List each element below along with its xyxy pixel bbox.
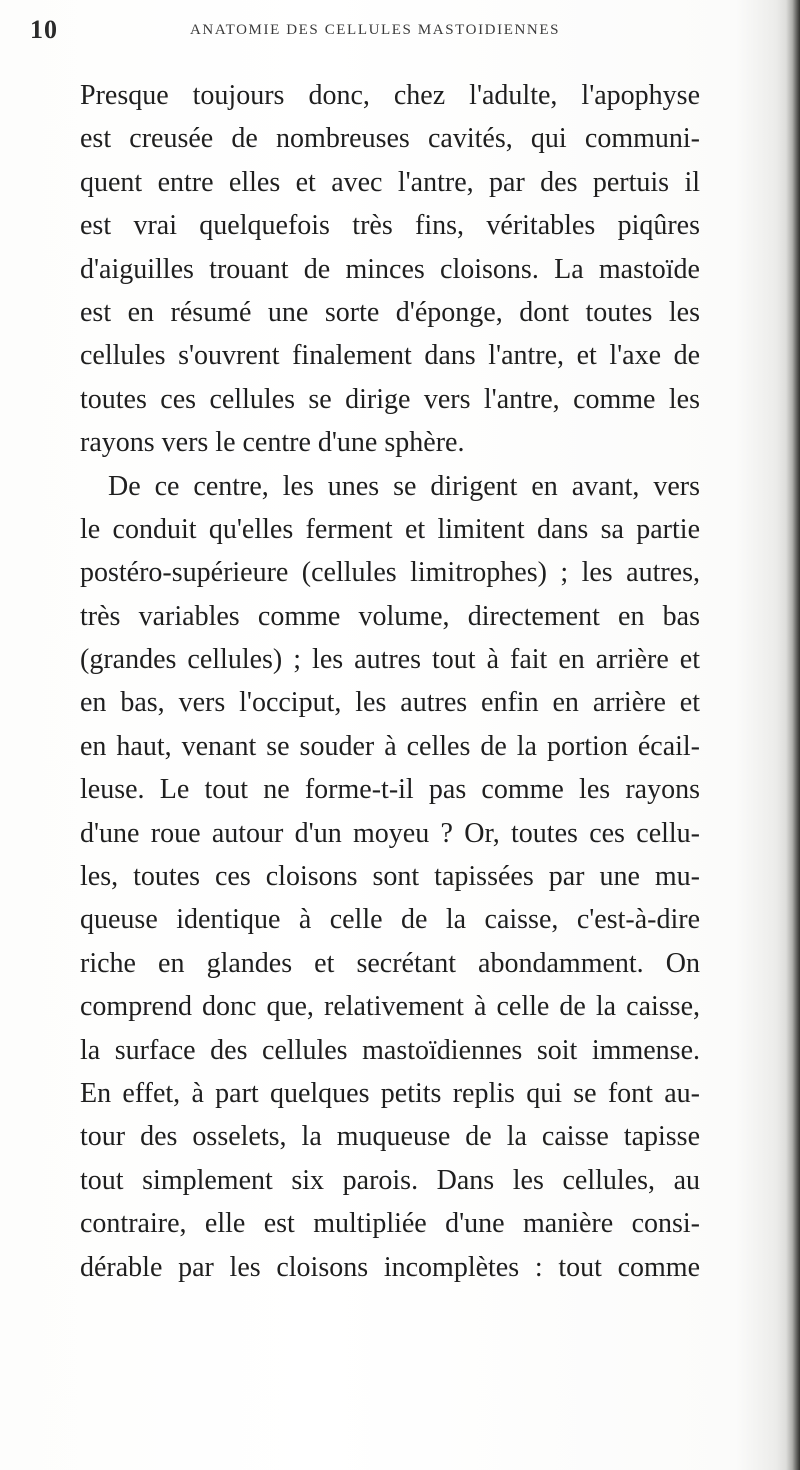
text-line: d'une roue autour d'un moyeu ? Or, toutes ces cellu- xyxy=(80,817,700,849)
page-header xyxy=(30,12,730,52)
page-number: 10 xyxy=(30,15,58,44)
text-line: cellules s'ouvrent finalement dans l'antre, et l'axe de xyxy=(80,340,700,372)
text-line: contraire, elle est multipliée d'une manière consi- xyxy=(80,1208,700,1240)
text-line: quent entre elles et avec l'antre, par des pertuis il xyxy=(80,166,700,198)
text-line: Presque toujours donc, chez l'adulte, l'apophyse xyxy=(80,80,700,111)
text-line: comprend donc que, relativement à celle de la caisse, xyxy=(80,991,700,1023)
book-spine-shadow xyxy=(786,0,800,1470)
text-line: est creusée de nombreuses cavités, qui communi- xyxy=(80,123,700,155)
text-line: (grandes cellules) ; les autres tout à fait en arrière et xyxy=(80,644,700,676)
text-line: leuse. Le tout ne forme-t-il pas comme les rayons xyxy=(80,774,700,806)
text-line: la surface des cellules mastoïdiennes soit immense. xyxy=(80,1034,700,1066)
text-line: En effet, à part quelques petits replis qui se font au- xyxy=(80,1077,700,1109)
text-line: toutes ces cellules se dirige vers l'antre, comme les xyxy=(80,383,700,415)
text-line: les, toutes ces cloisons sont tapissées par une mu- xyxy=(80,861,700,893)
text-line: d'aiguilles trouant de minces cloisons. La mastoïde xyxy=(80,253,700,285)
text-line: queuse identique à celle de la caisse, c'est-à-dire xyxy=(80,904,700,936)
text-line: De ce centre, les unes se dirigent en avant, vers xyxy=(108,470,700,502)
text-line: très variables comme volume, directement en bas xyxy=(80,600,700,632)
text-line: riche en glandes et secrétant abondamment. On xyxy=(80,947,700,979)
text-line: dérable par les cloisons incomplètes : tout comme xyxy=(80,1251,700,1283)
text-line: tour des osselets, la muqueuse de la caisse tapisse xyxy=(80,1121,700,1153)
text-line: postéro-supérieure (cellules limitrophes) ; les autres, xyxy=(80,557,700,589)
body-text xyxy=(80,74,700,1289)
text-line: le conduit qu'elles ferment et limitent dans sa partie xyxy=(80,513,700,545)
text-line: en bas, vers l'occiput, les autres enfin en arrière et xyxy=(80,687,700,719)
text-line: est en résumé une sorte d'éponge, dont toutes les xyxy=(80,296,700,328)
running-title: ANATOMIE DES CELLULES MASTOIDIENNES xyxy=(190,22,561,38)
text-line: tout simplement six parois. Dans les cellules, au xyxy=(80,1164,700,1196)
text-line: en haut, venant se souder à celles de la portion écail- xyxy=(80,730,700,762)
text-line: rayons vers le centre d'une sphère. xyxy=(80,427,465,459)
text-line: est vrai quelquefois très fins, véritables piqûres xyxy=(80,210,700,242)
